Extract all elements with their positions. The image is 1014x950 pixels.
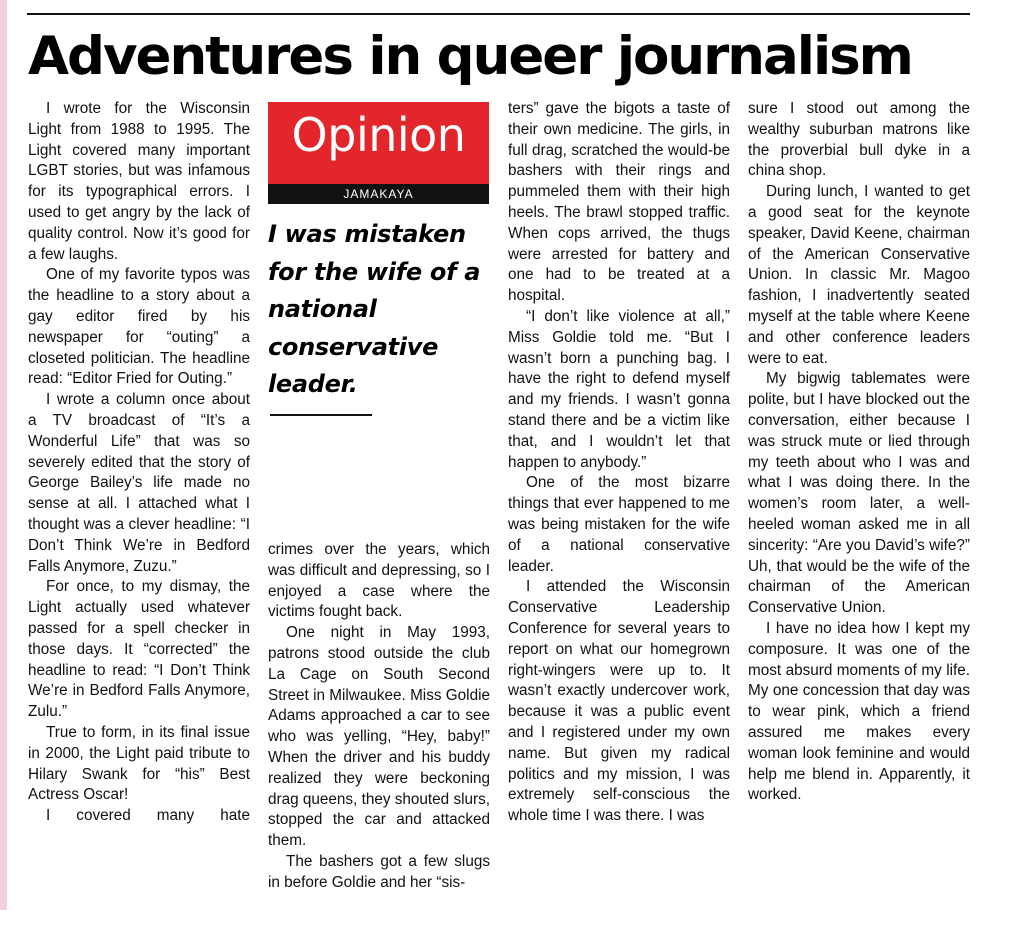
paragraph: crimes over the years, which was difficult and depressing, so I enjoyed a case where the victims fought back. xyxy=(268,541,490,621)
article-headline: Adventures in queer journalism xyxy=(28,26,912,87)
paragraph: One of the most bizarre things that ever happened to me was being mistaken for the wife of a national conservative leader. xyxy=(508,474,730,575)
column-1 xyxy=(28,99,250,827)
paragraph: The bashers got a few slugs in before Goldie and her “sis- xyxy=(268,852,490,891)
column-4 xyxy=(748,99,970,806)
paragraph: True to form, in its final issue in 2000, the Light paid tribute to Hilary Swank for “his” Best Actress Oscar! xyxy=(28,723,250,804)
paragraph: For once, to my dismay, the Light actually used whatever passed for a spell checker in those days. It “corrected” the headline to read: “I Don’t Think We’re in Bedford Falls Anymore, Zulu.” xyxy=(28,578,250,721)
paragraph: “I don’t like violence at all,” Miss Goldie told me. “But I wasn’t born a punching bag. I have the right to defend myself and my friends. I wasn’t gonna stand there and be a victim like that, and I wouldn’t let that happen to anybody.” xyxy=(508,307,730,471)
paragraph: My bigwig tablemates were polite, but I have blocked out the conversation, either because I was struck mute or lied through my teeth about who I was and what I was doing there. In the women’s room later, a well-heeled woman asked me in all sincerity: “Are you David’s wife?” Uh, that would be the wife of the chairman of the American Conservative Union. xyxy=(748,370,970,617)
pull-quote-rule xyxy=(270,414,372,416)
paragraph: I wrote a column once about a TV broadcast of “It’s a Wonderful Life” that was so severely edited that the story of George Bailey’s life made no sense at all. I attached what I thought was a clever headline: “I Don’t Think We’re in Bedford Falls Anymore, Zuzu.” xyxy=(28,391,250,575)
pull-quote: I was mistaken for the wife of a national conservative leader. xyxy=(268,220,481,398)
paragraph: ters” gave the bigots a taste of their own medicine. The girls, in full drag, scratched the would-be bashers with their rings and pummeled them with their high heels. The brawl stopped traffic. When cops arrived, the thugs were arrested for battery and one had to be treated at a hospital. xyxy=(508,100,730,305)
column-3 xyxy=(508,99,730,827)
top-rule xyxy=(27,13,970,15)
author-byline: JAMAKAYA xyxy=(268,184,489,204)
paragraph: sure I stood out among the wealthy suburban matrons like the proverbial bull dyke in a china shop. xyxy=(748,100,970,180)
paragraph: I attended the Wisconsin Conservative Leadership Conference for several years to report on what our homegrown right-wingers were up to. It wasn’t exactly undercover work, because it was a public event and I registered under my own name. But given my radical politics and my mission, I was extremely self-conscious the whole time I was there. I was xyxy=(508,578,730,825)
column-2 xyxy=(268,540,490,894)
paragraph: I wrote for the Wisconsin Light from 1988 to 1995. The Light covered many important LGBT stories, but was infamous for its typographical errors. I used to get angry by the lack of quality control. Now it’s good for a few laughs. xyxy=(28,100,250,263)
paragraph: I have no idea how I kept my composure. It was one of the most absurd moments of my life. My one concession that day was to wear pink, which a friend assured me makes every woman look feminine and would help me blend in. Apparently, it worked. xyxy=(748,619,970,804)
paragraph: I covered many hate xyxy=(46,807,250,825)
opinion-section-label xyxy=(268,102,489,184)
page-margin-stripe xyxy=(0,0,7,910)
paragraph: During lunch, I wanted to get a good seat for the keynote speaker, David Keene, chairman of the American Conservative Union. In classic Mr. Magoo fashion, I inadvertently seated myself at the table where Keene and other conference leaders were to eat. xyxy=(748,183,970,367)
opinion-label-text: Opinion xyxy=(291,108,466,162)
paragraph: One night in May 1993, patrons stood outside the club La Cage on South Second Street in Milwaukee. Miss Goldie Adams approached a car to see who was yelling, “Hey, baby!” When the driver and his buddy realized they were beckoning drag queens, they shouted slurs, stopped the car and attacked them. xyxy=(268,624,490,850)
paragraph: One of my favorite typos was the headline to a story about a gay editor fired by his newspaper for “outing” a closeted politician. The headline read: “Editor Fried for Outing.” xyxy=(28,266,250,388)
